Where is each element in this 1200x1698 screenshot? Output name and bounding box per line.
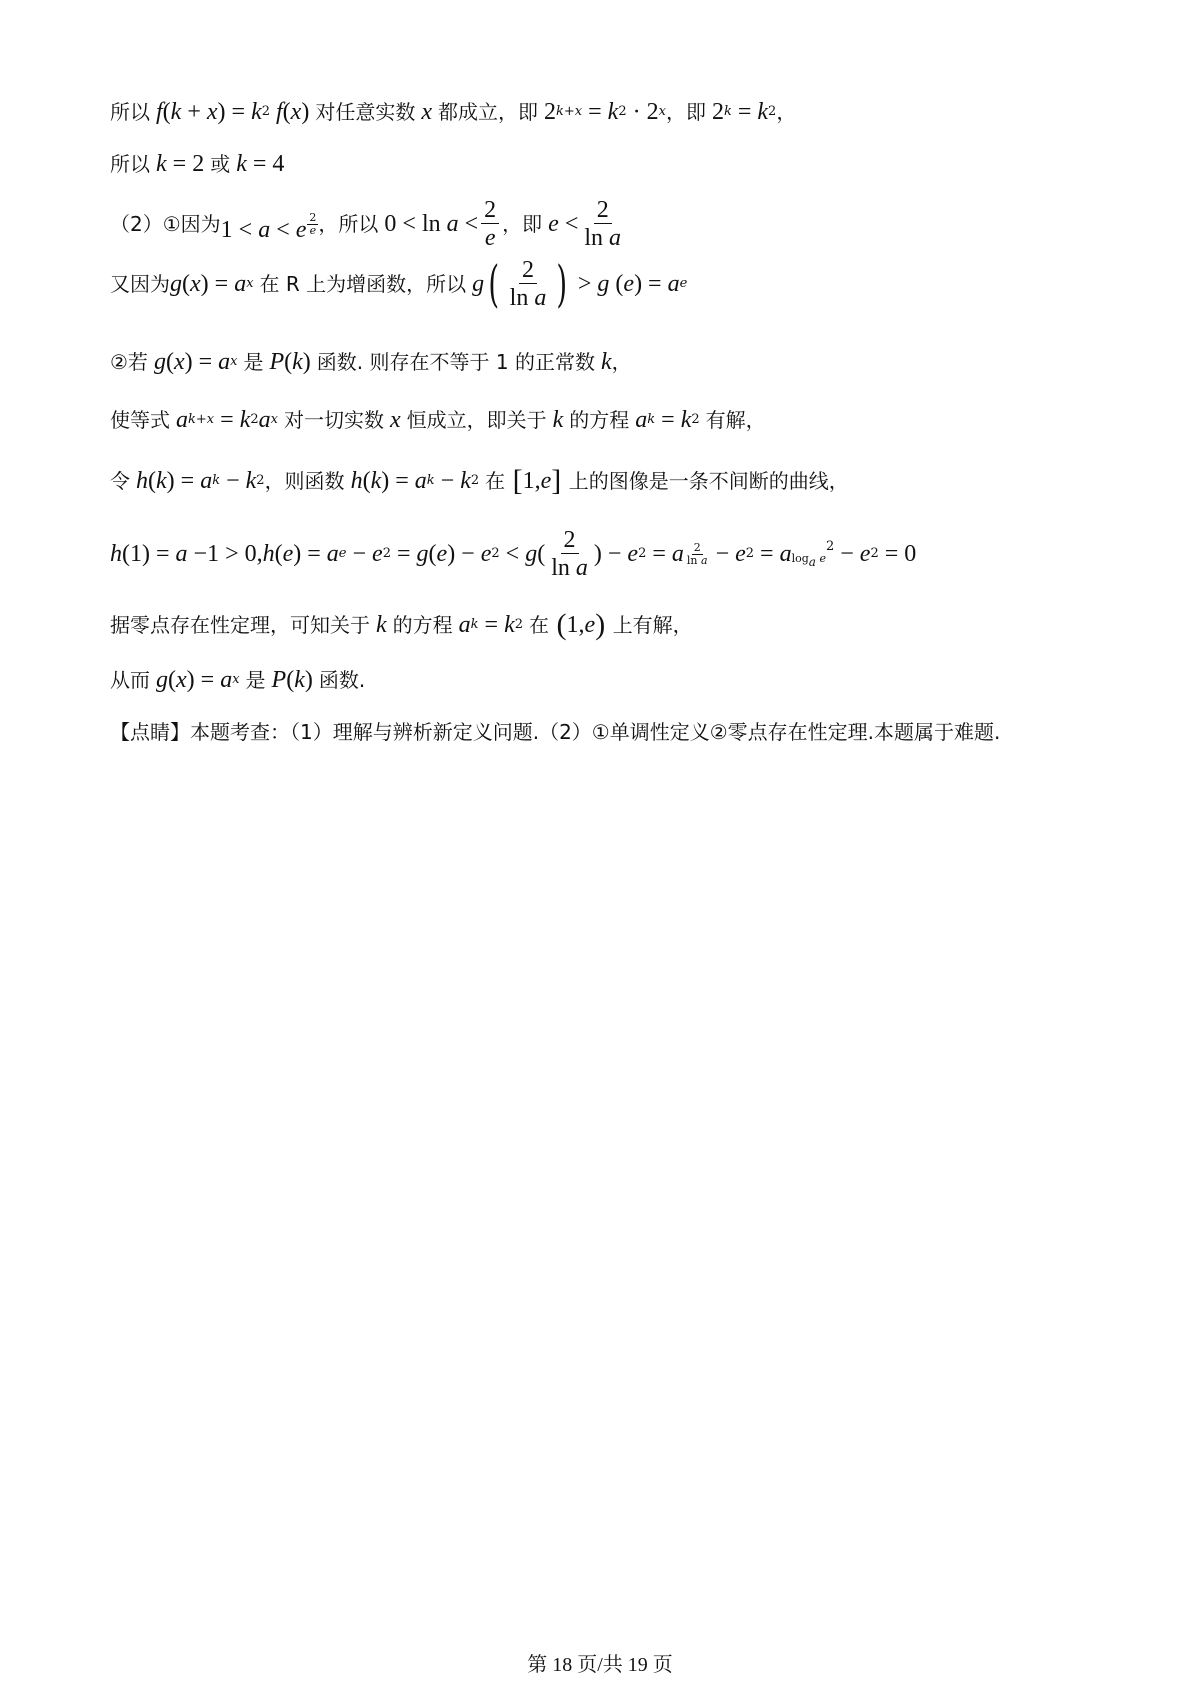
- formula: k: [370, 468, 382, 494]
- formula: a: [258, 217, 271, 243]
- text: 上有解，: [612, 613, 693, 637]
- formula: a: [170, 407, 188, 433]
- formula: ) =: [184, 349, 219, 375]
- line-10: 从而 g ( x ) = a x 是 P ( k ) 函数.: [110, 667, 366, 693]
- formula: a: [258, 407, 271, 433]
- formula: h: [262, 541, 275, 567]
- formula: k: [680, 407, 692, 433]
- formula: e: [542, 211, 559, 237]
- formula: <: [558, 211, 579, 237]
- formula: 0 < ln: [378, 211, 447, 237]
- formula: ) −: [447, 541, 481, 567]
- formula: (: [165, 349, 174, 375]
- formula: −: [346, 541, 373, 567]
- formula: 1 <: [220, 217, 259, 243]
- formula: a: [218, 349, 231, 375]
- formula: k: [546, 407, 570, 433]
- formula: e: [372, 541, 383, 567]
- formula: [: [505, 464, 523, 497]
- formula: ): [304, 667, 319, 693]
- formula: ): [301, 99, 316, 125]
- formula: P: [265, 667, 287, 693]
- formula: (: [274, 541, 283, 567]
- formula: g: [170, 271, 182, 297]
- formula: (: [537, 541, 546, 567]
- formula: k: [251, 99, 262, 125]
- formula: 2: [537, 99, 556, 125]
- text: ，: [611, 350, 632, 374]
- formula: <: [458, 211, 479, 237]
- formula: (: [284, 349, 293, 375]
- formula: ): [302, 349, 317, 375]
- formula: g: [597, 271, 610, 297]
- text: ，则函数: [264, 469, 345, 493]
- text: 所以: [110, 152, 150, 176]
- formula: (1) =: [122, 541, 176, 567]
- formula: (: [488, 255, 500, 313]
- formula: ) −: [593, 541, 628, 567]
- text: 令: [110, 469, 130, 493]
- formula: h: [344, 468, 363, 494]
- formula: −: [834, 541, 860, 567]
- formula: <: [499, 541, 526, 567]
- formula: k: [230, 151, 247, 177]
- formula: g: [525, 541, 538, 567]
- formula: ) =: [166, 468, 201, 494]
- formula: e: [584, 612, 596, 638]
- formula: k: [757, 99, 769, 125]
- text: 都成立，即: [437, 100, 538, 124]
- formula: ): [556, 255, 568, 313]
- formula: x: [290, 99, 302, 125]
- formula: x: [190, 271, 201, 297]
- formula: x: [415, 99, 438, 125]
- formula: −: [709, 541, 736, 567]
- formula: g: [466, 271, 485, 297]
- formula: ) =: [217, 99, 252, 125]
- formula: $\log_a e^2$: [791, 538, 835, 569]
- formula: ) =: [186, 667, 221, 693]
- formula: (: [609, 271, 624, 297]
- formula: a: [414, 468, 427, 494]
- formula: (: [168, 667, 176, 693]
- formula: a: [779, 541, 792, 567]
- text: 所以: [110, 100, 150, 124]
- formula: a: [629, 407, 648, 433]
- formula: f: [270, 99, 283, 125]
- formula: ) =: [381, 468, 415, 494]
- text: 有解，: [705, 408, 766, 432]
- formula: f: [150, 99, 163, 125]
- line-2: [110, 152, 284, 176]
- formula: g: [150, 667, 168, 693]
- formula: $\frac{2}{\text{ln a}}$: [686, 540, 708, 567]
- formula: k: [150, 151, 167, 177]
- text: 又因为: [110, 272, 170, 296]
- text: ，即: [665, 100, 706, 124]
- text: 的方程: [569, 408, 630, 432]
- text: 在: [485, 469, 506, 493]
- text: 据零点存在性定理，可知关于: [110, 613, 370, 637]
- formula: = 2: [166, 151, 211, 177]
- formula: a: [446, 211, 459, 237]
- formula: 1,: [566, 612, 585, 638]
- formula: a: [671, 541, 684, 567]
- formula: 2: [705, 99, 724, 125]
- formula: ) =: [634, 271, 668, 297]
- formula: x: [206, 99, 218, 125]
- text: 使等式: [110, 408, 170, 432]
- formula: a: [667, 271, 680, 297]
- formula: =: [214, 407, 240, 433]
- line-4: 又因为 g ( x ) = a x 在 R 上为增函数，所以 g ( $\frac{2}{\text{ln a}}$ ) > g ( e ) = a e: [110, 255, 688, 313]
- formula: <: [270, 217, 296, 243]
- formula: =: [478, 612, 505, 638]
- formula: e: [859, 541, 871, 567]
- formula: e: [627, 541, 639, 567]
- text: 从而: [110, 668, 150, 692]
- formula: k: [170, 99, 182, 125]
- formula: P: [263, 349, 285, 375]
- formula: +: [181, 99, 207, 125]
- formula: a: [200, 468, 213, 494]
- formula: x: [383, 407, 407, 433]
- formula: = 0: [878, 541, 917, 567]
- formula: (: [286, 667, 295, 693]
- page-footer: 第 18 页/共 19 页: [527, 1654, 673, 1676]
- formula: =: [646, 541, 672, 567]
- formula: =: [655, 407, 681, 433]
- formula: e: [623, 271, 635, 297]
- text: 函数.: [318, 668, 366, 692]
- line-6: 使等式 a k+x = k 2 a x 对一切实数 x 恒成立，即关于 k 的方程 a k = k 2 有解，: [110, 407, 766, 433]
- line-8: h (1) = a −1 > 0, h ( e ) = a e − e 2 = g ( e ) − e 2 < g ( $\frac{2}{\text{ln a}}$ ) − e 2 = a $\frac{2}{\text{ln a}}$ − e 2 = a $\log_a e^2$ − e 2 = 0: [110, 527, 917, 581]
- formula: a: [220, 667, 233, 693]
- formula: a: [452, 612, 471, 638]
- line-9: 据零点存在性定理，可知关于 k 的方程 a k = k 2 在 ( 1, e ) 上有解，: [110, 608, 693, 641]
- formula: x: [176, 667, 187, 693]
- formula: ): [595, 608, 613, 641]
- text: 是: [243, 350, 264, 374]
- formula: $\frac{2}{e}$: [309, 210, 317, 237]
- formula: (: [282, 99, 291, 125]
- line-1: 所以 f ( k + x ) = k 2 f ( x ) 对任意实数 x 都成立，即 2 k+x = k 2 · 2 x ，即 2 k = k 2 ，: [110, 99, 797, 125]
- text: 上的图像是一条不间断的曲线，: [568, 469, 849, 493]
- formula: h: [110, 541, 122, 567]
- formula: (: [148, 468, 156, 494]
- formula: =: [390, 541, 417, 567]
- formula: a: [175, 541, 188, 567]
- line-11: [110, 722, 1000, 742]
- text: ，: [776, 100, 797, 124]
- formula: e: [540, 468, 552, 494]
- text: 或: [210, 152, 231, 176]
- formula: g: [416, 541, 429, 567]
- formula: (: [428, 541, 437, 567]
- formula: k: [370, 612, 393, 638]
- text: ②若: [110, 350, 148, 374]
- text: 恒成立，即关于: [406, 408, 547, 432]
- formula: e: [480, 541, 492, 567]
- formula: k: [292, 349, 303, 375]
- formula: e: [436, 541, 448, 567]
- text: 是: [245, 668, 266, 692]
- formula: ]: [551, 464, 569, 497]
- formula: k: [294, 667, 305, 693]
- formula: $\frac{2}{\text{ln a}}$: [584, 197, 622, 251]
- text: （2）①因为: [110, 212, 221, 236]
- formula: >: [571, 271, 598, 297]
- formula: (: [182, 271, 190, 297]
- formula: · 2: [626, 99, 659, 125]
- formula: −1 > 0,: [187, 541, 263, 567]
- formula: g: [147, 349, 166, 375]
- formula: −: [434, 468, 461, 494]
- formula: e: [295, 217, 307, 243]
- formula: x: [173, 349, 185, 375]
- formula: $\frac{2}{\text{ln a}}$: [551, 527, 588, 581]
- line-5: ②若 g ( x ) = a x 是 P ( k ) 函数. 则存在不等于 1 的正常数 k ，: [110, 349, 632, 375]
- formula: (: [362, 468, 371, 494]
- formula: k: [594, 349, 612, 375]
- formula: $\frac{2}{\text{ln a}}$: [509, 257, 547, 311]
- formula: 1,: [522, 468, 541, 494]
- text: 在: [529, 613, 550, 637]
- text: 对任意实数: [315, 100, 416, 124]
- formula: (: [162, 99, 171, 125]
- formula: a: [326, 541, 339, 567]
- formula: k: [504, 612, 515, 638]
- formula: e: [282, 541, 294, 567]
- formula: =: [731, 99, 758, 125]
- text: ，即: [502, 212, 543, 236]
- formula: ) =: [293, 541, 327, 567]
- formula: h: [130, 468, 148, 494]
- formula: (: [549, 608, 567, 641]
- formula: =: [582, 99, 608, 125]
- formula: k: [245, 468, 257, 494]
- formula: −: [220, 468, 246, 494]
- line-3: [110, 198, 627, 250]
- formula: k: [239, 407, 251, 433]
- formula: k: [460, 468, 471, 494]
- text: 对一切实数: [283, 408, 384, 432]
- text: 的方程: [392, 613, 453, 637]
- formula: a: [234, 271, 247, 297]
- text: 函数. 则存在不等于 1 的正常数: [316, 350, 595, 374]
- formula: k: [156, 468, 167, 494]
- text: 在 R 上为增函数，所以: [259, 272, 467, 296]
- formula: e: [735, 541, 746, 567]
- formula: ) =: [200, 271, 235, 297]
- text: ，所以: [318, 212, 379, 236]
- formula: = 4: [246, 151, 285, 177]
- formula: $\frac{2}{e}$: [481, 198, 499, 250]
- dianjing-summary: 【点睛】本题考查：（1）理解与辨析新定义问题.（2）①单调性定义②零点存在性定理.本题属于难题.: [110, 720, 1001, 744]
- formula: k: [607, 99, 619, 125]
- line-7: 令 h ( k ) = a k − k 2 ，则函数 h ( k ) = a k − k 2 在 [ 1, e ] 上的图像是一条不间断的曲线，: [110, 464, 849, 497]
- formula: =: [754, 541, 780, 567]
